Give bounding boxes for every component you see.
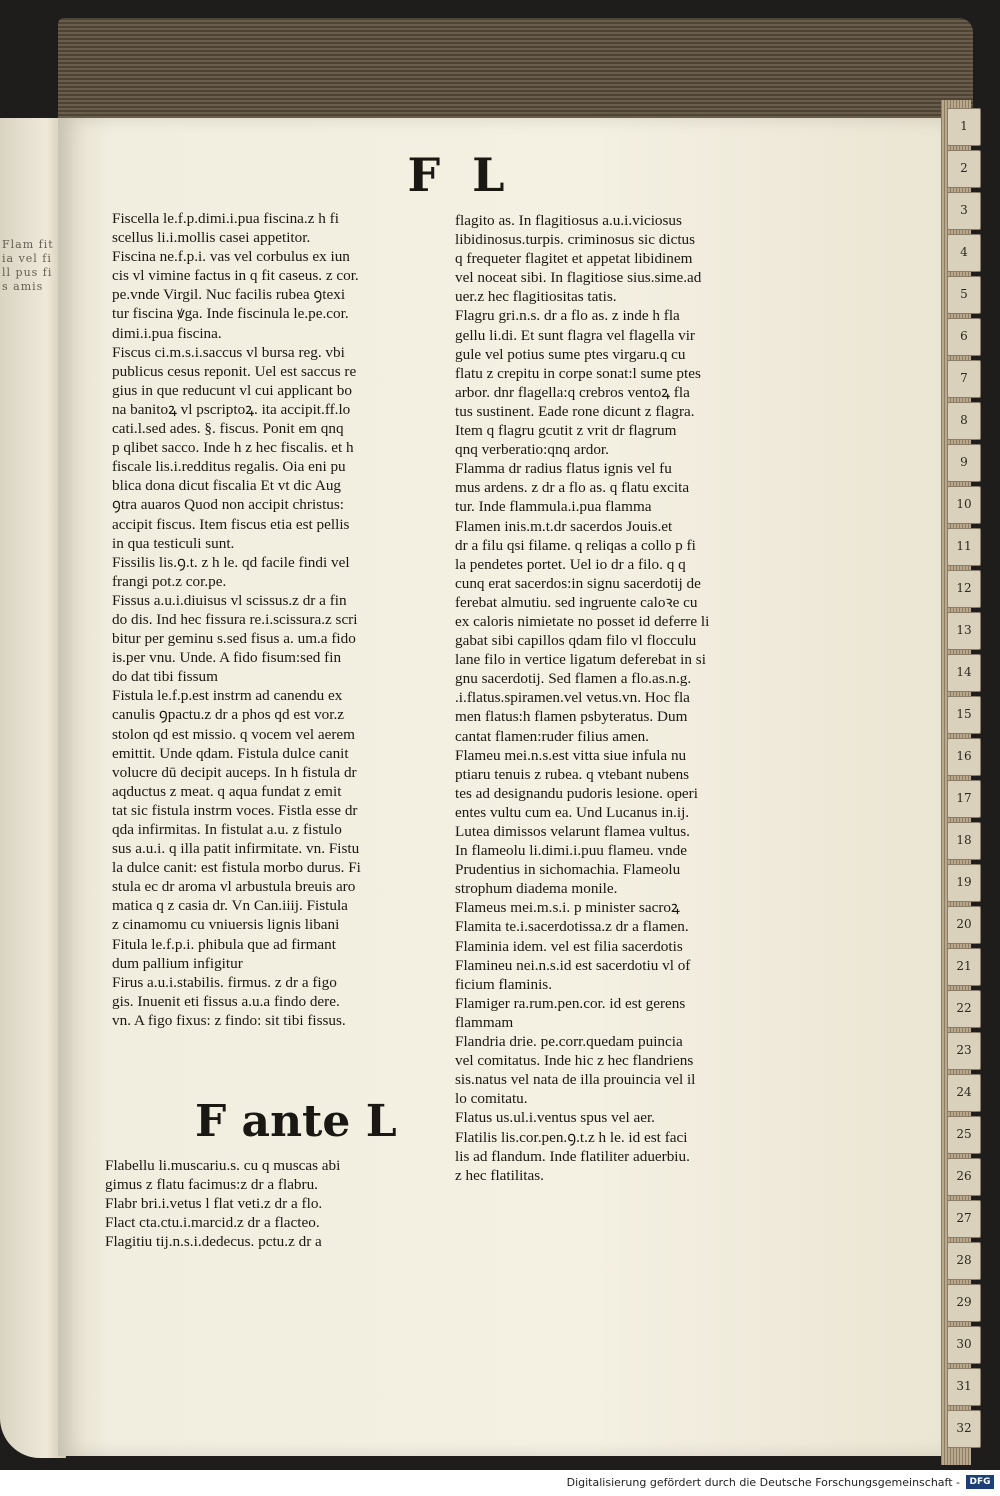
thumb-tab: 27	[947, 1200, 981, 1238]
text-line: do dis. Ind hec fissura re.i.scissura.z scri	[112, 610, 358, 628]
thumb-tab: 26	[947, 1158, 981, 1196]
text-line: Firus a.u.i.stabilis. firmus. z dr a figo	[112, 973, 337, 991]
text-line: ptiaru tenuis z rubea. q vtebant nubens	[455, 765, 690, 783]
thumb-tab: 25	[947, 1116, 981, 1154]
thumb-tab: 16	[947, 738, 981, 776]
text-line: la dulce canit: est fistula morbo durus. Fi	[112, 859, 361, 877]
text-line: canulis ꝯpactu.z dr a phos qd est vor.z	[112, 706, 345, 724]
text-line: qda infirmitas. In fistulat a.u. z fistulo	[112, 821, 342, 838]
left-column	[112, 209, 442, 1030]
text-line: lo comitatu.	[455, 1090, 528, 1108]
thumb-tab: 21	[947, 948, 981, 986]
text-line: gabat sibi capillos qdam filo vl flocculu	[455, 632, 697, 650]
text-line: Fistula le.f.p.est instrm ad canendu ex	[112, 687, 343, 705]
text-line: aqductus z meat. q aqua fundat z emit	[112, 782, 342, 800]
thumb-tab: 1	[947, 108, 981, 146]
text-line: cis vl vimine factus in q fit caseus. z cor.	[112, 267, 359, 285]
text-line: dimi.i.pua fiscina.	[112, 324, 222, 342]
text-line: Flagru gri.n.s. dr a flo as. z inde h fla	[455, 307, 680, 325]
text-line: emittit. Unde qdam. Fistula dulce canit	[112, 744, 349, 762]
thumb-tab: 14	[947, 654, 981, 692]
text-line: sus a.u.i. q illa patit infirmitate. vn. Fistu	[112, 840, 360, 858]
text-line: scellus li.i.mollis casei appetitor.	[112, 229, 311, 247]
text-line: cati.l.sed ades. §. fiscus. Ponit em qnq	[112, 420, 344, 438]
thumb-tab: 2	[947, 150, 981, 188]
text-line: ex caloris nimietate no posset id deferre li	[455, 612, 710, 630]
text-line: flatu z crepitu in corpe sonat:l sume ptes	[455, 364, 701, 382]
thumb-tab: 17	[947, 780, 981, 818]
text-line: na banitoꝝ vl pscriptoꝝ. ita accipit.ff.lo	[112, 400, 351, 418]
text-line: strophum diadema monile.	[455, 880, 618, 898]
thumb-tab: 13	[947, 612, 981, 650]
text-line: Flamita te.i.sacerdotissa.z dr a flamen.	[455, 918, 689, 936]
text-line: Item q flagru gcutit z vrit dr flagrum	[455, 422, 677, 440]
thumb-tab: 18	[947, 822, 981, 860]
text-line: vn. A figo fixus: z findo: sit tibi fissus.	[112, 1011, 346, 1029]
text-line: la pendetes portet. Uel io dr a filo. q q	[455, 555, 686, 573]
text-line: gis. Inuenit eti fissus a.u.a findo dere.	[112, 992, 340, 1010]
thumb-tab: 8	[947, 402, 981, 440]
text-line: vel noceat sibi. In flagitiose sius.sime.ad	[455, 269, 702, 287]
text-line: blica dona dicut fiscalia Et vt dic Aug	[112, 477, 342, 495]
text-line: Fissus a.u.i.diuisus vl scissus.z dr a fin	[112, 591, 347, 609]
text-line: Flamma dr radius flatus ignis vel fu	[455, 460, 672, 478]
text-line: is.per vnu. Unde. A fido fisum:sed fin	[112, 649, 342, 667]
text-line: mus ardens. z dr a flo as. q flatu excita	[455, 479, 690, 497]
facing-page-fragments: Flam fit ia vel fill pus fis amis	[2, 238, 54, 293]
text-line: q frequeter flagitet et appetat libidinem	[455, 250, 693, 268]
text-line: do dat tibi fissum	[112, 668, 218, 686]
text-line: z cinamomu cu vniuersis lignis libani	[112, 916, 340, 934]
thumb-tab: 31	[947, 1368, 981, 1406]
text-line: ꝯtra auaros Quod non accipit christus:	[112, 496, 345, 514]
text-line: In flameolu li.dimi.i.puu flameu. vnde	[455, 842, 687, 860]
text-line: Flandria drie. pe.corr.quedam puincia	[455, 1033, 683, 1051]
text-line: Fitula le.f.p.i. phibula que ad firmant	[112, 935, 336, 953]
text-line: gius in que reducunt vl cui applicant bo	[112, 381, 352, 399]
text-line: lis ad flandum. Inde flatiliter aduerbiu.	[455, 1147, 690, 1165]
thumb-tab: 11	[947, 528, 981, 566]
text-line: pe.vnde Virgil. Nuc facilis rubea ꝯtexi	[112, 286, 346, 304]
text-line: Flamen inis.m.t.dr sacerdos Jouis.et	[455, 517, 673, 535]
text-line: in qua testiculi sunt.	[112, 534, 235, 552]
text-line: gellu li.di. Et sunt flagra vel flagella vir	[455, 326, 695, 344]
thumb-tab: 22	[947, 990, 981, 1028]
text-line: Fiscus ci.m.s.i.saccus vl bursa reg. vbi	[112, 343, 345, 361]
text-line: Lutea dimissos velarunt flamea vultus.	[455, 823, 690, 840]
dfg-logo: DFG	[966, 1475, 994, 1489]
text-line: bitur per geminu s.sed fisus a. um.a fido	[112, 630, 356, 648]
text-line: flagito as. In flagitiosus a.u.i.viciosus	[455, 212, 682, 229]
text-line: fiscale lis.i.redditus regalis. Oia eni pu	[112, 458, 346, 476]
text-line: stula ec dr aroma vl arbustula breuis aro	[112, 878, 356, 896]
text-line: Fissilis lis.ꝯ.t. z h le. qd facile findi vel	[112, 553, 350, 571]
text-line: Flaminia idem. vel est filia sacerdotis	[455, 937, 683, 955]
text-line: lane filo in vertice ligatum deferebat in si	[455, 651, 706, 669]
thumb-tab: 29	[947, 1284, 981, 1322]
text-line: Flameu mei.n.s.est vitta siue infula nu	[455, 746, 687, 764]
thumb-tab: 15	[947, 696, 981, 734]
text-line: Flabellu li.muscariu.s. cu q muscas abi	[105, 1157, 341, 1174]
thumb-tab: 5	[947, 276, 981, 314]
text-line: ferebat almutiu. sed ingruente caloꝛe cu	[455, 593, 698, 611]
text-line: Flamineu nei.n.s.id est sacerdotiu vl of	[455, 956, 691, 974]
text-line: volucre dū decipit auceps. In h fistula dr	[112, 763, 357, 781]
thumb-tab: 32	[947, 1410, 981, 1448]
text-line: sis.natus vel nata de illa prouincia vel il	[455, 1071, 696, 1089]
text-line: cantat flamen:ruder filius amen.	[455, 727, 649, 745]
text-line: .i.flatus.spiramen.vel vetus.vn. Hoc fla	[455, 689, 690, 707]
text-line: tes ad designandu pudoris lesione. operi	[455, 784, 698, 802]
text-line: Prudentius in sichomachia. Flameolu	[455, 861, 681, 879]
text-line: gule vel potius sume ptes virgaru.q cu	[455, 345, 686, 363]
thumb-tab: 30	[947, 1326, 981, 1364]
text-line: Fiscina ne.f.p.i. vas vel corbulus ex iun	[112, 248, 350, 266]
thumb-tab: 10	[947, 486, 981, 524]
text-line: vel comitatus. Inde hic z hec flandriens	[455, 1052, 694, 1070]
text-line: Flact cta.ctu.i.marcid.z dr a flacteo.	[105, 1214, 320, 1232]
thumb-tab: 7	[947, 360, 981, 398]
thumb-tab: 24	[947, 1074, 981, 1112]
thumb-tab: 6	[947, 318, 981, 356]
text-line: publicus cesus reponit. Uel est saccus re	[112, 362, 357, 380]
thumb-tab: 12	[947, 570, 981, 608]
text-line: men flatus:h flamen psbyteratus. Dum	[455, 708, 688, 726]
text-line: Flatilis lis.cor.pen.ꝯ.t.z h le. id est faci	[455, 1128, 688, 1146]
book-top-edge	[58, 18, 973, 118]
text-line: dr a filu qsi filame. q reliqas a collo p fi	[455, 536, 696, 554]
text-line: uer.z hec flagitiositas tatis.	[455, 288, 617, 306]
text-line: tur fiscina ꝟga. Inde fiscinula le.pe.cor.	[112, 305, 349, 323]
text-line: matica q z casia dr. Vn Can.iiij. Fistula	[112, 897, 348, 915]
thumb-tab: 28	[947, 1242, 981, 1280]
text-line: Flamiger ra.rum.pen.cor. id est gerens	[455, 994, 686, 1012]
text-line: gnu sacerdotij. Sed flamen a flo.as.n.g.	[455, 670, 692, 688]
thumb-tab: 20	[947, 906, 981, 944]
thumb-tab: 4	[947, 234, 981, 272]
thumb-tab: 9	[947, 444, 981, 482]
right-column	[455, 211, 795, 1185]
left-column-continued	[105, 1156, 440, 1251]
text-line: Flameus mei.m.s.i. p minister sacroꝝ	[455, 899, 680, 917]
text-line: qnq verberatio:qnq ardor.	[455, 441, 609, 459]
text-line: Fiscella le.f.p.dimi.i.pua fiscina.z h fi	[112, 210, 339, 227]
text-line: arbor. dnr flagella:q crebros ventoꝝ fla	[455, 383, 690, 401]
text-line: entes vultu cum ea. Und Lucanus in.ij.	[455, 803, 690, 821]
text-line: frangi pot.z cor.pe.	[112, 572, 227, 590]
text-line: ficium flaminis.	[455, 975, 553, 993]
page-header: F L	[407, 148, 513, 202]
facing-page-edge	[0, 118, 66, 1458]
text-line: tat sic fistula instrm voces. Fistla esse dr	[112, 801, 358, 819]
text-line: cunq erat sacerdos:in signu sacerdotij de	[455, 574, 701, 592]
text-line: Flatus us.ul.i.ventus spus vel aer.	[455, 1109, 655, 1127]
text-line: gimus z flatu facimus:z dr a flabru.	[105, 1176, 318, 1194]
thumb-tab: 19	[947, 864, 981, 902]
text-line: z hec flatilitas.	[455, 1166, 544, 1184]
text-line: Flabr bri.i.vetus l flat veti.z dr a flo.	[105, 1195, 323, 1213]
section-heading: F ante L	[195, 1096, 397, 1147]
text-line: accipit fiscus. Item fiscus etia est pellis	[112, 515, 350, 533]
text-line: flammam	[455, 1013, 514, 1031]
footer-credit: Digitalisierung gefördert durch die Deutsche Forschungsgemeinschaft -	[566, 1476, 960, 1489]
text-line: p qlibet sacco. Inde h z hec fiscalis. et h	[112, 439, 354, 457]
thumb-tab: 3	[947, 192, 981, 230]
text-line: stolon qd est missio. q vocem vel aerem	[112, 725, 355, 743]
text-line: Flagitiu tij.n.s.i.dedecus. pctu.z dr a	[105, 1233, 322, 1251]
text-line: libidinosus.turpis. criminosus sic dictus	[455, 231, 696, 249]
thumb-tab: 23	[947, 1032, 981, 1070]
text-line: tur. Inde flammula.i.pua flamma	[455, 498, 652, 516]
text-line: dum pallium infigitur	[112, 954, 243, 972]
text-line: tus sustinent. Eade rone dicunt z flagra.	[455, 402, 695, 420]
